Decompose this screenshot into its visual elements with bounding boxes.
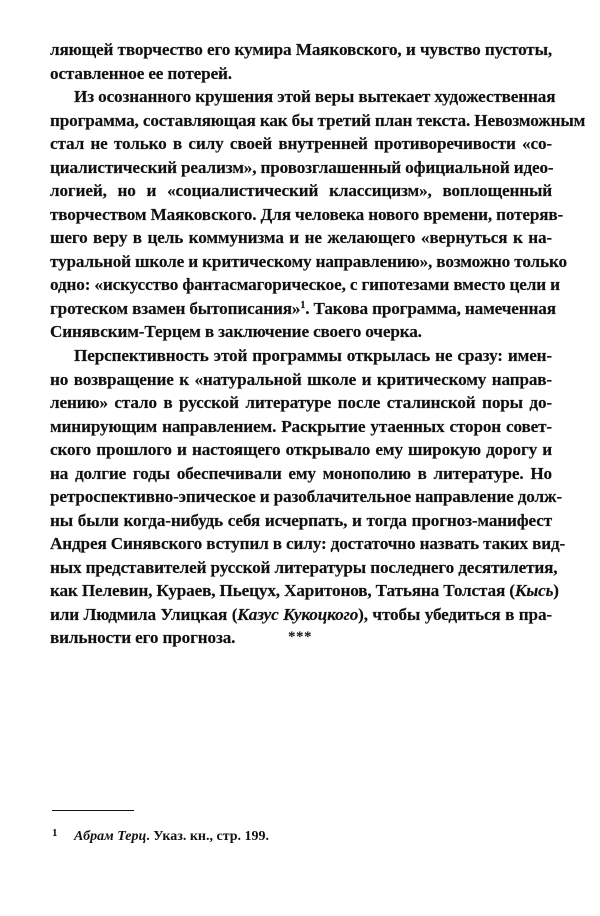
footnote-number: 1 <box>52 827 58 839</box>
footnote-text: . Указ. кн., стр. 199. <box>146 829 270 844</box>
text-segment: как Пелевин, Кураев, Пьецух, Харитонов, Татьяна Толстая ( <box>50 581 515 600</box>
text-line: стал не только в силу своей внутренней противоречивости «со- <box>50 134 552 153</box>
text-line: ных представителей русской литературы последнего десятилетия, <box>50 557 558 577</box>
text-line: одно: «искусство фантасмагорическое, с гипотезами вместо цели и <box>50 275 560 294</box>
text-line: шего веру в цель коммунизма и не желающего «вернуться к на- <box>50 228 552 247</box>
text-line: оставленное ее потерей. <box>50 63 232 83</box>
text-line: но возвращение к «натуральной школе и критическому направ- <box>50 369 552 389</box>
text-line-with-italic <box>50 603 552 627</box>
text-line: вильности его прогноза. <box>50 628 236 647</box>
text-line: ского прошлого и настоящего открывало ему широкую дорогу и <box>50 440 552 459</box>
text-line: минирующим направлением. Раскрытие утаенных сторон совет- <box>50 416 552 436</box>
footnote-reference[interactable]: 1 <box>300 299 306 311</box>
text-segment: . Такова программа, намеченная <box>305 298 556 318</box>
paragraph-program <box>50 85 586 344</box>
text-line: творчеством Маяковского. Для человека нового времени, потеряв- <box>50 204 564 224</box>
text-line: ляющей творчество его кумира Маяковского, и чувство пустоты, <box>50 40 552 59</box>
text-line-with-italic <box>50 579 559 603</box>
text-segment: или Людмила Улицкая ( <box>50 604 238 624</box>
text-line: Синявским-Терцем в заключение своего очерка. <box>50 322 422 341</box>
text-line: циалистический реализм», провозглашенный официальной идео- <box>50 157 554 177</box>
italic-title: Кысь <box>514 581 554 600</box>
footnote <box>52 823 269 847</box>
text-line: ны были когда-нибудь себя исчерпать, и тогда прогноз-манифест <box>50 510 552 530</box>
text-line: Перспективность этой программы открылась не сразу: имен- <box>74 346 552 365</box>
italic-title: Казус Кукоцкого <box>237 604 359 624</box>
text-line: на долгие годы обеспечивали ему монополию в литературе. Но <box>50 463 552 483</box>
text-line: туральной школе и критическому направлению», возможно только <box>50 251 567 271</box>
text-line: логией, но и «социалистический классицизм», воплощенный <box>50 181 552 200</box>
text-line-with-footnote <box>50 297 556 321</box>
paragraph-continuation <box>50 38 552 85</box>
text-line: Из осознанного крушения этой веры вытекает художественная <box>74 87 556 106</box>
text-line: лению» стало в русской литературе после сталинской поры до- <box>50 393 552 412</box>
footnote-author: Абрам Терц <box>74 829 147 844</box>
paragraph-perspective <box>50 344 566 650</box>
footnote-divider <box>52 810 134 811</box>
text-segment: гротеском взамен бытописания» <box>50 298 301 318</box>
section-separator: *** <box>288 629 312 645</box>
text-line: ретроспективно-эпическое и разоблачительное направление долж- <box>50 487 562 506</box>
text-segment: ) <box>553 581 559 600</box>
text-segment: ), чтобы убедиться в пра- <box>358 604 552 624</box>
text-line: Андрея Синявского вступил в силу: достаточно назвать таких вид- <box>50 534 566 553</box>
text-line: программа, составляющая как бы третий план текста. Невозможным <box>50 110 586 130</box>
